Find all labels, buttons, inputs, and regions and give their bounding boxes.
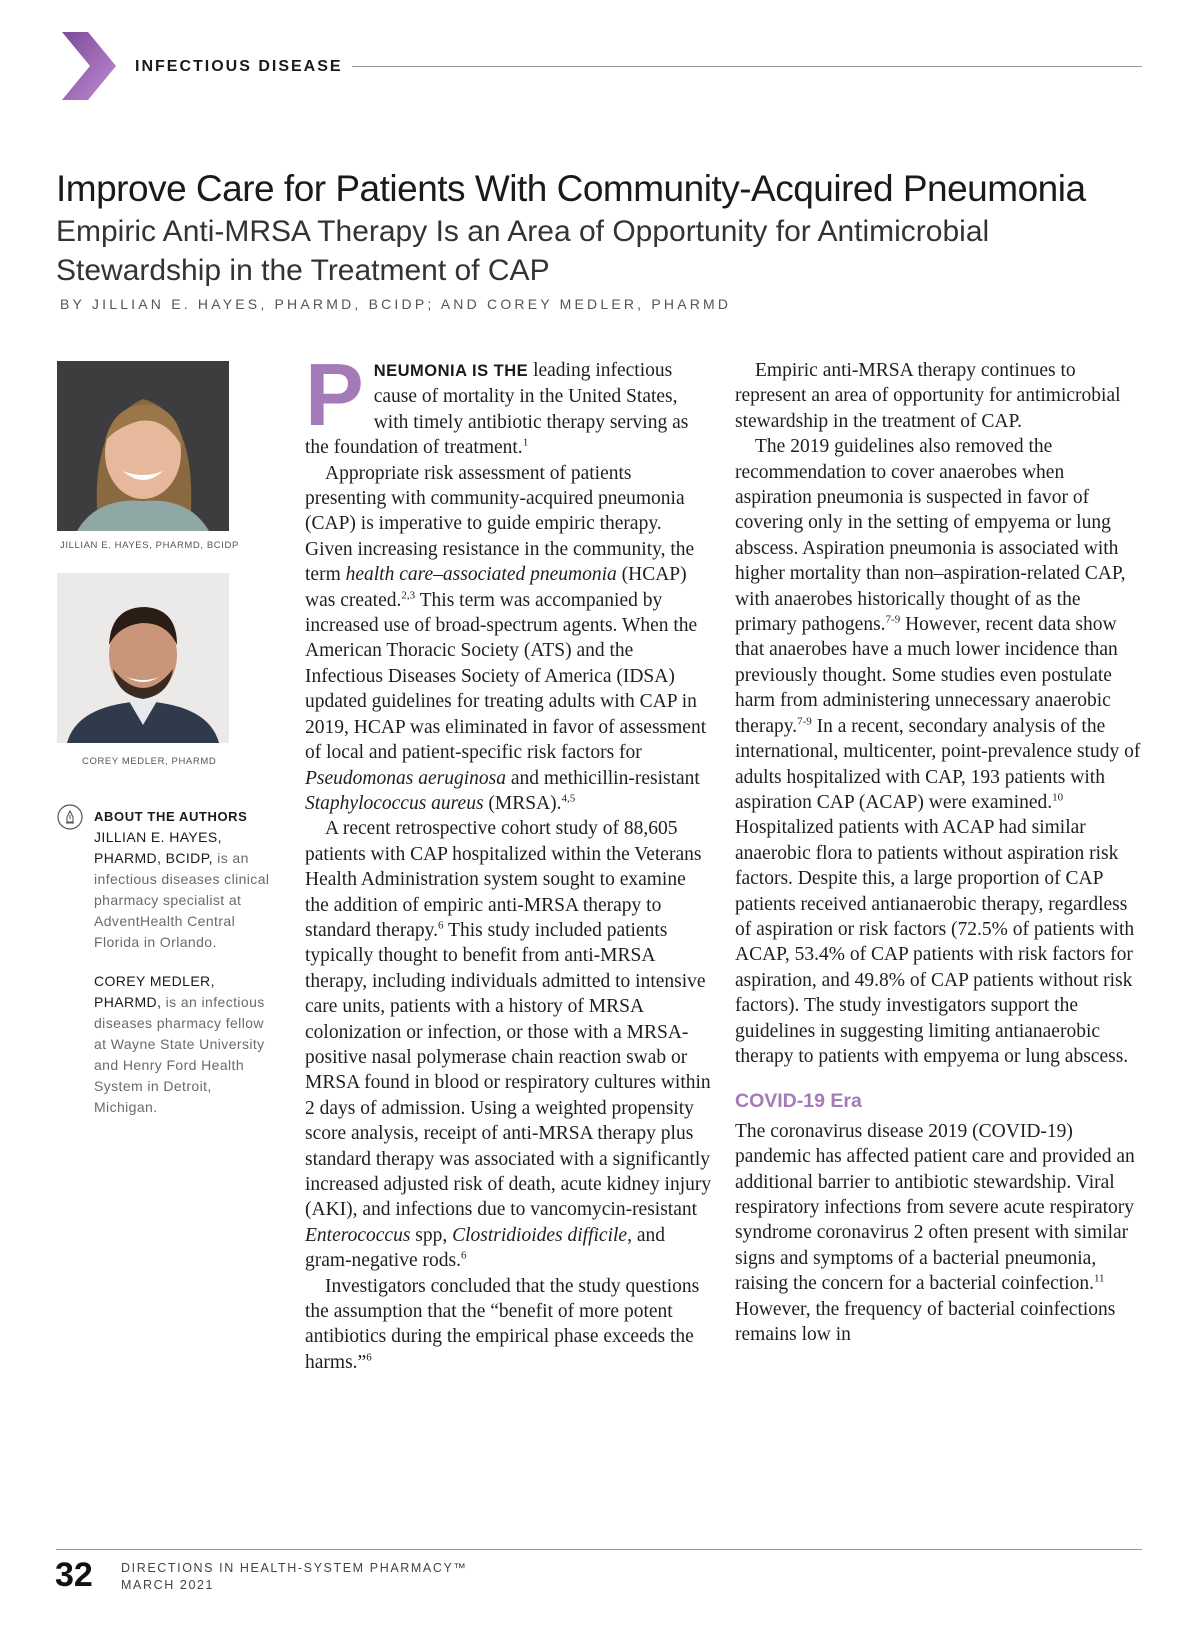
paragraph-text: Appropriate risk assessment of patients presenting with community-acquired pneumonia (CAP) is imperative to guide empiric therapy. Given increasing resistance in the community, the term	[305, 462, 695, 586]
body-column-right	[735, 358, 1145, 1347]
section-chevron-icon	[60, 30, 118, 102]
italic-term: Enterococcus	[305, 1224, 411, 1246]
body-paragraph	[305, 1274, 713, 1376]
about-hayes-name: JILLIAN E. HAYES, PHARMD, BCIDP,	[94, 829, 222, 866]
paragraph-text: However, recent data show that anaerobes have a much lower incidence than previously thought. Some studies even postulate harm from administering unnecessary anaerobic therapy.	[735, 614, 1118, 737]
paragraph-text: (HCAP) was created.	[305, 564, 687, 611]
paragraph-text: A recent retrospective cohort study of 88,605 patients with CAP hospitalized within the Veterans Health Administration system sought to examine the addition of empiric anti-MRSA therapy to standard therapy.	[305, 818, 702, 941]
about-medler	[94, 971, 274, 1118]
italic-term: health care–associated pneumonia	[345, 564, 617, 586]
reference: 10	[1052, 791, 1064, 804]
body-paragraph	[735, 358, 1145, 434]
paragraph-text: and methicillin-resistant	[505, 767, 700, 789]
about-medler-name: COREY MEDLER, PHARMD,	[94, 973, 215, 1010]
body-paragraph	[305, 816, 713, 1273]
reference: 6	[438, 919, 444, 932]
paragraph-text: leading infectious cause of mortality in the United States, with timely antibiotic therapy serving as the foundation of treatment.	[305, 360, 689, 459]
reference: 7-9	[885, 613, 901, 626]
paragraph-text: Empiric anti-MRSA therapy continues to represent an area of opportunity for antimicrobial stewardship in the treatment of CAP.	[735, 360, 1121, 432]
body-paragraph	[305, 345, 713, 461]
body-paragraph	[305, 461, 713, 817]
reference: 4,5	[561, 792, 576, 805]
page-number: 32	[55, 1556, 93, 1594]
reference: 1	[522, 436, 529, 449]
paragraph-text: In a recent, secondary analysis of the international, multicenter, point-prevalence study of adults hospitalized with CAP, 193 patients with aspiration CAP (ACAP) were examined.	[735, 715, 1141, 813]
paragraph-text: Hospitalized patients with ACAP had similar anaerobic flora to patients without aspiration risk factors. Despite this, a large proportion of CAP patients received antianaerobic therapy, regardless of aspiration or risk factors (72.5% of patients with ACAP, 53.4% of CAP patients with risk factors for aspiration, and 49.8% of CAP patients without risk factors). The study investigators support the guidelines in suggesting limiting antianaerobic therapy to patients with empyema or lung abscess.	[735, 817, 1135, 1067]
paragraph-text: (MRSA).	[483, 792, 562, 814]
lead-in: NEUMONIA IS THE	[373, 362, 529, 380]
reference: 2,3	[401, 589, 416, 602]
article-title: Improve Care for Patients With Community-Acquired Pneumonia	[56, 168, 1086, 209]
about-hayes	[94, 827, 274, 953]
body-column-middle	[305, 345, 713, 1375]
paragraph-text: and gram-negative rods.	[305, 1224, 665, 1272]
paragraph-text: The 2019 guidelines also removed the recommendation to cover anaerobes when aspiration pneumonia is suspected in favor of covering only in the setting of empyema or lung abscess. Aspiration pneumonia is associated with higher mortality than non–aspiration-related CAP, with anaerobes historically thought of as the primary pathogens.	[735, 436, 1126, 636]
paragraph-text: This term was accompanied by increased use of broad-spectrum agents. When the American Thoracic Society (ATS) and the Infectious Diseases Society of America (IDSA) updated guidelines for treating adults with CAP in 2019, HCAP was eliminated in favor of assessment of local and patient-specific risk factors for	[305, 589, 707, 764]
italic-term: Clostridioides difficile,	[452, 1224, 632, 1246]
about-medler-bio: is an infectious diseases pharmacy fellow at Wayne State University and Henry Ford Health System in Detroit, Michigan.	[94, 994, 265, 1115]
publication-name: DIRECTIONS IN HEALTH-SYSTEM PHARMACY™	[121, 1561, 468, 1575]
paragraph-text: The coronavirus disease 2019 (COVID-19) pandemic has affected patient care and provided an additional barrier to antibiotic stewardship. Viral respiratory infections from severe acute respiratory syndrome coronavirus 2 often present with similar signs and symptoms of a bacterial pneumonia, raising the concern for a bacterial coinfection.	[735, 1120, 1135, 1295]
author-photo-medler	[57, 573, 229, 743]
paragraph-text: Investigators concluded that the study questions the assumption that the “benefit of more potent antibiotics during the empirical phase exceeds the harms.”	[305, 1275, 700, 1373]
italic-term: Pseudomonas aeruginosa	[305, 767, 506, 789]
reference: 6	[366, 1351, 372, 1364]
article-subtitle: Empiric Anti-MRSA Therapy Is an Area of Opportunity for Antimicrobial Stewardship in the Treatment of CAP	[56, 215, 990, 287]
drop-cap: P	[305, 345, 364, 444]
author-photo-hayes	[57, 361, 229, 531]
article-byline: BY JILLIAN E. HAYES, PHARMD, BCIDP; AND COREY MEDLER, PHARMD	[60, 296, 732, 312]
section-label: INFECTIOUS DISEASE	[135, 58, 343, 75]
paragraph-text: However, the frequency of bacterial coinfections remains low in	[735, 1298, 1116, 1346]
footer-divider	[56, 1549, 1142, 1550]
paragraph-text: spp,	[410, 1224, 453, 1246]
issue-date: MARCH 2021	[121, 1578, 215, 1592]
reference: 6	[460, 1249, 467, 1262]
reference: 7-9	[797, 715, 812, 728]
body-paragraph	[735, 434, 1145, 1069]
italic-term: Staphylococcus aureus	[305, 792, 484, 814]
paragraph-text: This study included patients typically thought to benefit from anti-MRSA therapy, including individuals admitted to intensive care units, patients with a history of MRSA colonization or infection, or those with a MRSA-positive nasal polymerase chain reaction swab or MRSA found in blood or respiratory cultures within 2 days of admission. Using a weighted propensity score analysis, receipt of anti-MRSA therapy plus standard therapy was associated with a significantly increased adjusted risk of death, acute kidney injury (AKI), and infections due to vancomycin-resistant	[305, 919, 712, 1221]
pen-nib-icon	[57, 804, 83, 830]
body-paragraph	[735, 1119, 1145, 1348]
reference: 11	[1093, 1272, 1105, 1285]
about-hayes-bio: is an infectious diseases clinical pharmacy specialist at AdventHealth Central Florida in Orlando.	[94, 850, 270, 950]
about-heading: ABOUT THE AUTHORS	[94, 809, 248, 824]
covid-section-heading: COVID-19 Era	[735, 1090, 862, 1113]
header-divider	[352, 66, 1142, 67]
about-the-authors	[94, 806, 274, 1136]
photo-caption-hayes: JILLIAN E. HAYES, PHARMD, BCIDP	[60, 540, 239, 551]
photo-caption-medler: COREY MEDLER, PHARMD	[82, 756, 217, 767]
